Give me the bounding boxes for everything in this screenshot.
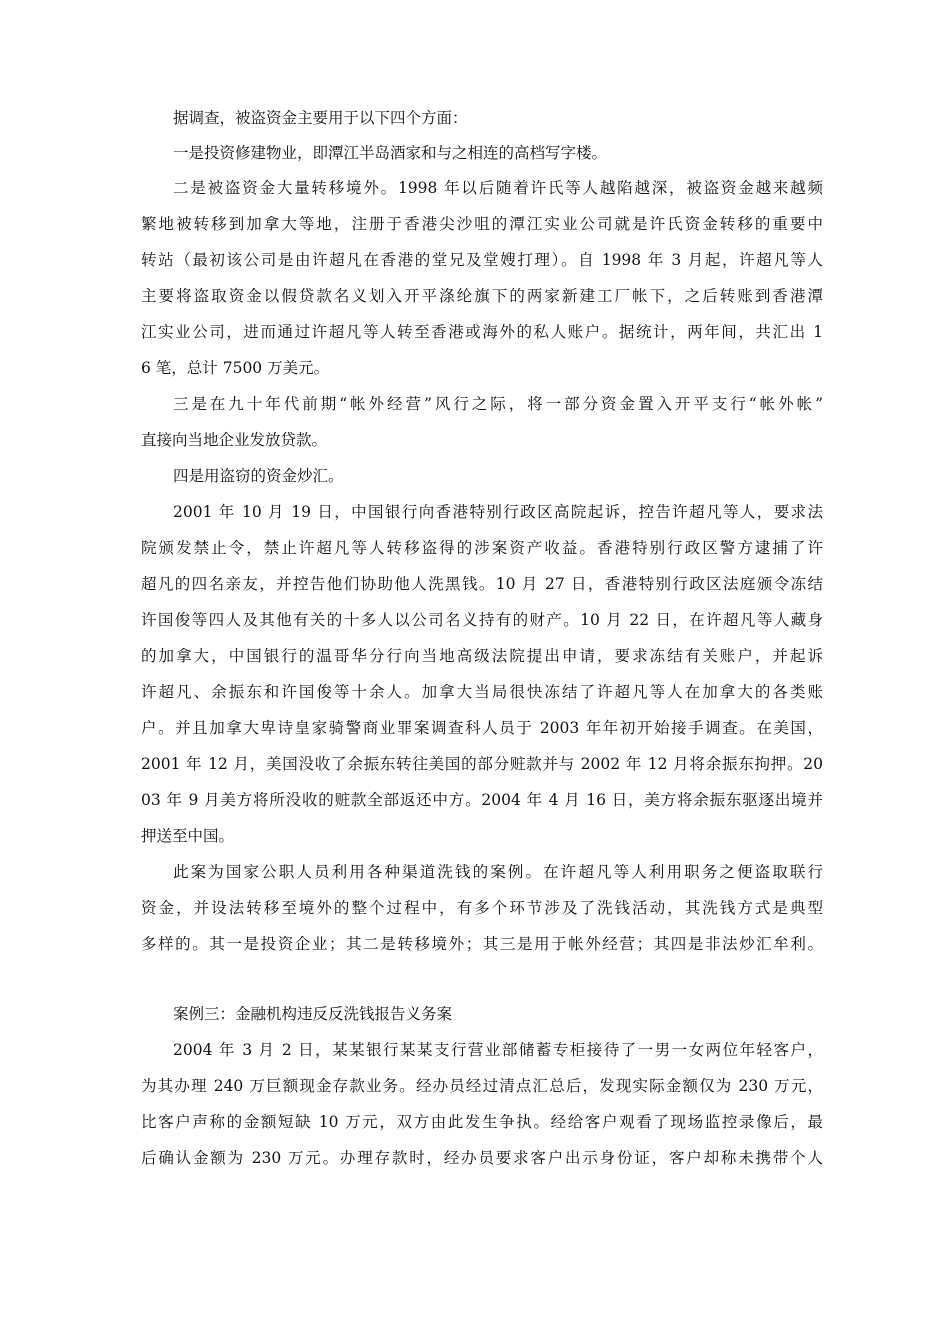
text-line: 后确认金额为 230 万元。办理存款时，经办员要求客户出示身份证，客户却称未携带个人 bbox=[141, 1149, 823, 1167]
text-line: 03 年 9 月美方将所没收的赃款全部返还中方。2004 年 4 月 16 日，美方将余振东驱逐出境并 bbox=[141, 791, 823, 809]
text-line: 繁地被转移到加拿大等地，注册于香港尖沙咀的潭江实业公司就是许氏资金转移的重要中 bbox=[141, 215, 823, 233]
text-line: 江实业公司，进而通过许超凡等人转至香港或海外的私人账户。据统计，两年间，共汇出 1 bbox=[141, 323, 823, 341]
text-line: 比客户声称的金额短缺 10 万元，双方由此发生争执。经给客户观看了现场监控录像后，最 bbox=[141, 1113, 823, 1131]
text-line: 据调查，被盗资金主要用于以下四个方面： bbox=[173, 109, 468, 127]
text-line: 为其办理 240 万巨额现金存款业务。经办员经过清点汇总后，发现实际金额仅为 230 万元， bbox=[141, 1077, 823, 1095]
text-line: 超凡的四名亲友，并控告他们协助他人洗黑钱。10 月 27 日，香港特别行政区法庭颁令冻结 bbox=[141, 575, 823, 593]
text-line: 2004 年 3 月 2 日，某某银行某某支行营业部储蓄专柜接待了一男一女两位年轻客户， bbox=[173, 1041, 823, 1059]
text-line: 三是在九十年代前期“帐外经营”风行之际，将一部分资金置入开平支行“帐外帐” bbox=[173, 395, 823, 413]
text-line: 二是被盗资金大量转移境外。1998 年以后随着许氏等人越陷越深，被盗资金越来越频 bbox=[173, 179, 823, 197]
text-line: 许超凡、余振东和许国俊等十余人。加拿大当局很快冻结了许超凡等人在加拿大的各类账 bbox=[141, 683, 823, 701]
text-line: 许国俊等四人及其他有关的十多人以公司名义持有的财产。10 月 22 日，在许超凡等人藏身 bbox=[141, 611, 823, 629]
text-line: 案例三：金融机构违反反洗钱报告义务案 bbox=[173, 1005, 453, 1023]
text-line: 押送至中国。 bbox=[141, 827, 235, 845]
text-line: 2001 年 10 月 19 日，中国银行向香港特别行政区高院起诉，控告许超凡等人，要求法 bbox=[173, 503, 823, 521]
text-line: 户。并且加拿大卑诗皇家骑警商业罪案调查科人员于 2003 年年初开始接手调查。在美国， bbox=[141, 719, 823, 737]
text-line: 2001 年 12 月，美国没收了余振东转往美国的部分赃款并与 2002 年 12 月将余振东拘押。20 bbox=[141, 755, 823, 773]
text-line: 主要将盗取资金以假贷款名义划入开平涤纶旗下的两家新建工厂帐下，之后转账到香港潭 bbox=[141, 287, 823, 305]
text-line: 院颁发禁止令，禁止许超凡等人转移盗得的涉案资产收益。香港特别行政区警方逮捕了许 bbox=[141, 539, 823, 557]
text-line: 四是用盗窃的资金炒汇。 bbox=[173, 467, 344, 485]
text-line: 转站（最初该公司是由许超凡在香港的堂兄及堂嫂打理）。自 1998 年 3 月起，许超凡等人 bbox=[141, 251, 823, 269]
text-line: 此案为国家公职人员利用各种渠道洗钱的案例。在许超凡等人利用职务之便盗取联行 bbox=[173, 863, 823, 881]
text-line: 资金，并设法转移至境外的整个过程中，有多个环节涉及了洗钱活动，其洗钱方式是典型 bbox=[141, 899, 823, 917]
text-line: 6 笔，总计 7500 万美元。 bbox=[141, 359, 330, 377]
text-line: 的加拿大，中国银行的温哥华分行向当地高级法院提出申请，要求冻结有关账户，并起诉 bbox=[141, 647, 823, 665]
text-line: 直接向当地企业发放贷款。 bbox=[141, 431, 328, 449]
text-line: 一是投资修建物业，即潭江半岛酒家和与之相连的高档写字楼。 bbox=[173, 144, 608, 162]
text-line: 多样的。其一是投资企业；其二是转移境外；其三是用于帐外经营；其四是非法炒汇牟利。 bbox=[141, 935, 823, 953]
